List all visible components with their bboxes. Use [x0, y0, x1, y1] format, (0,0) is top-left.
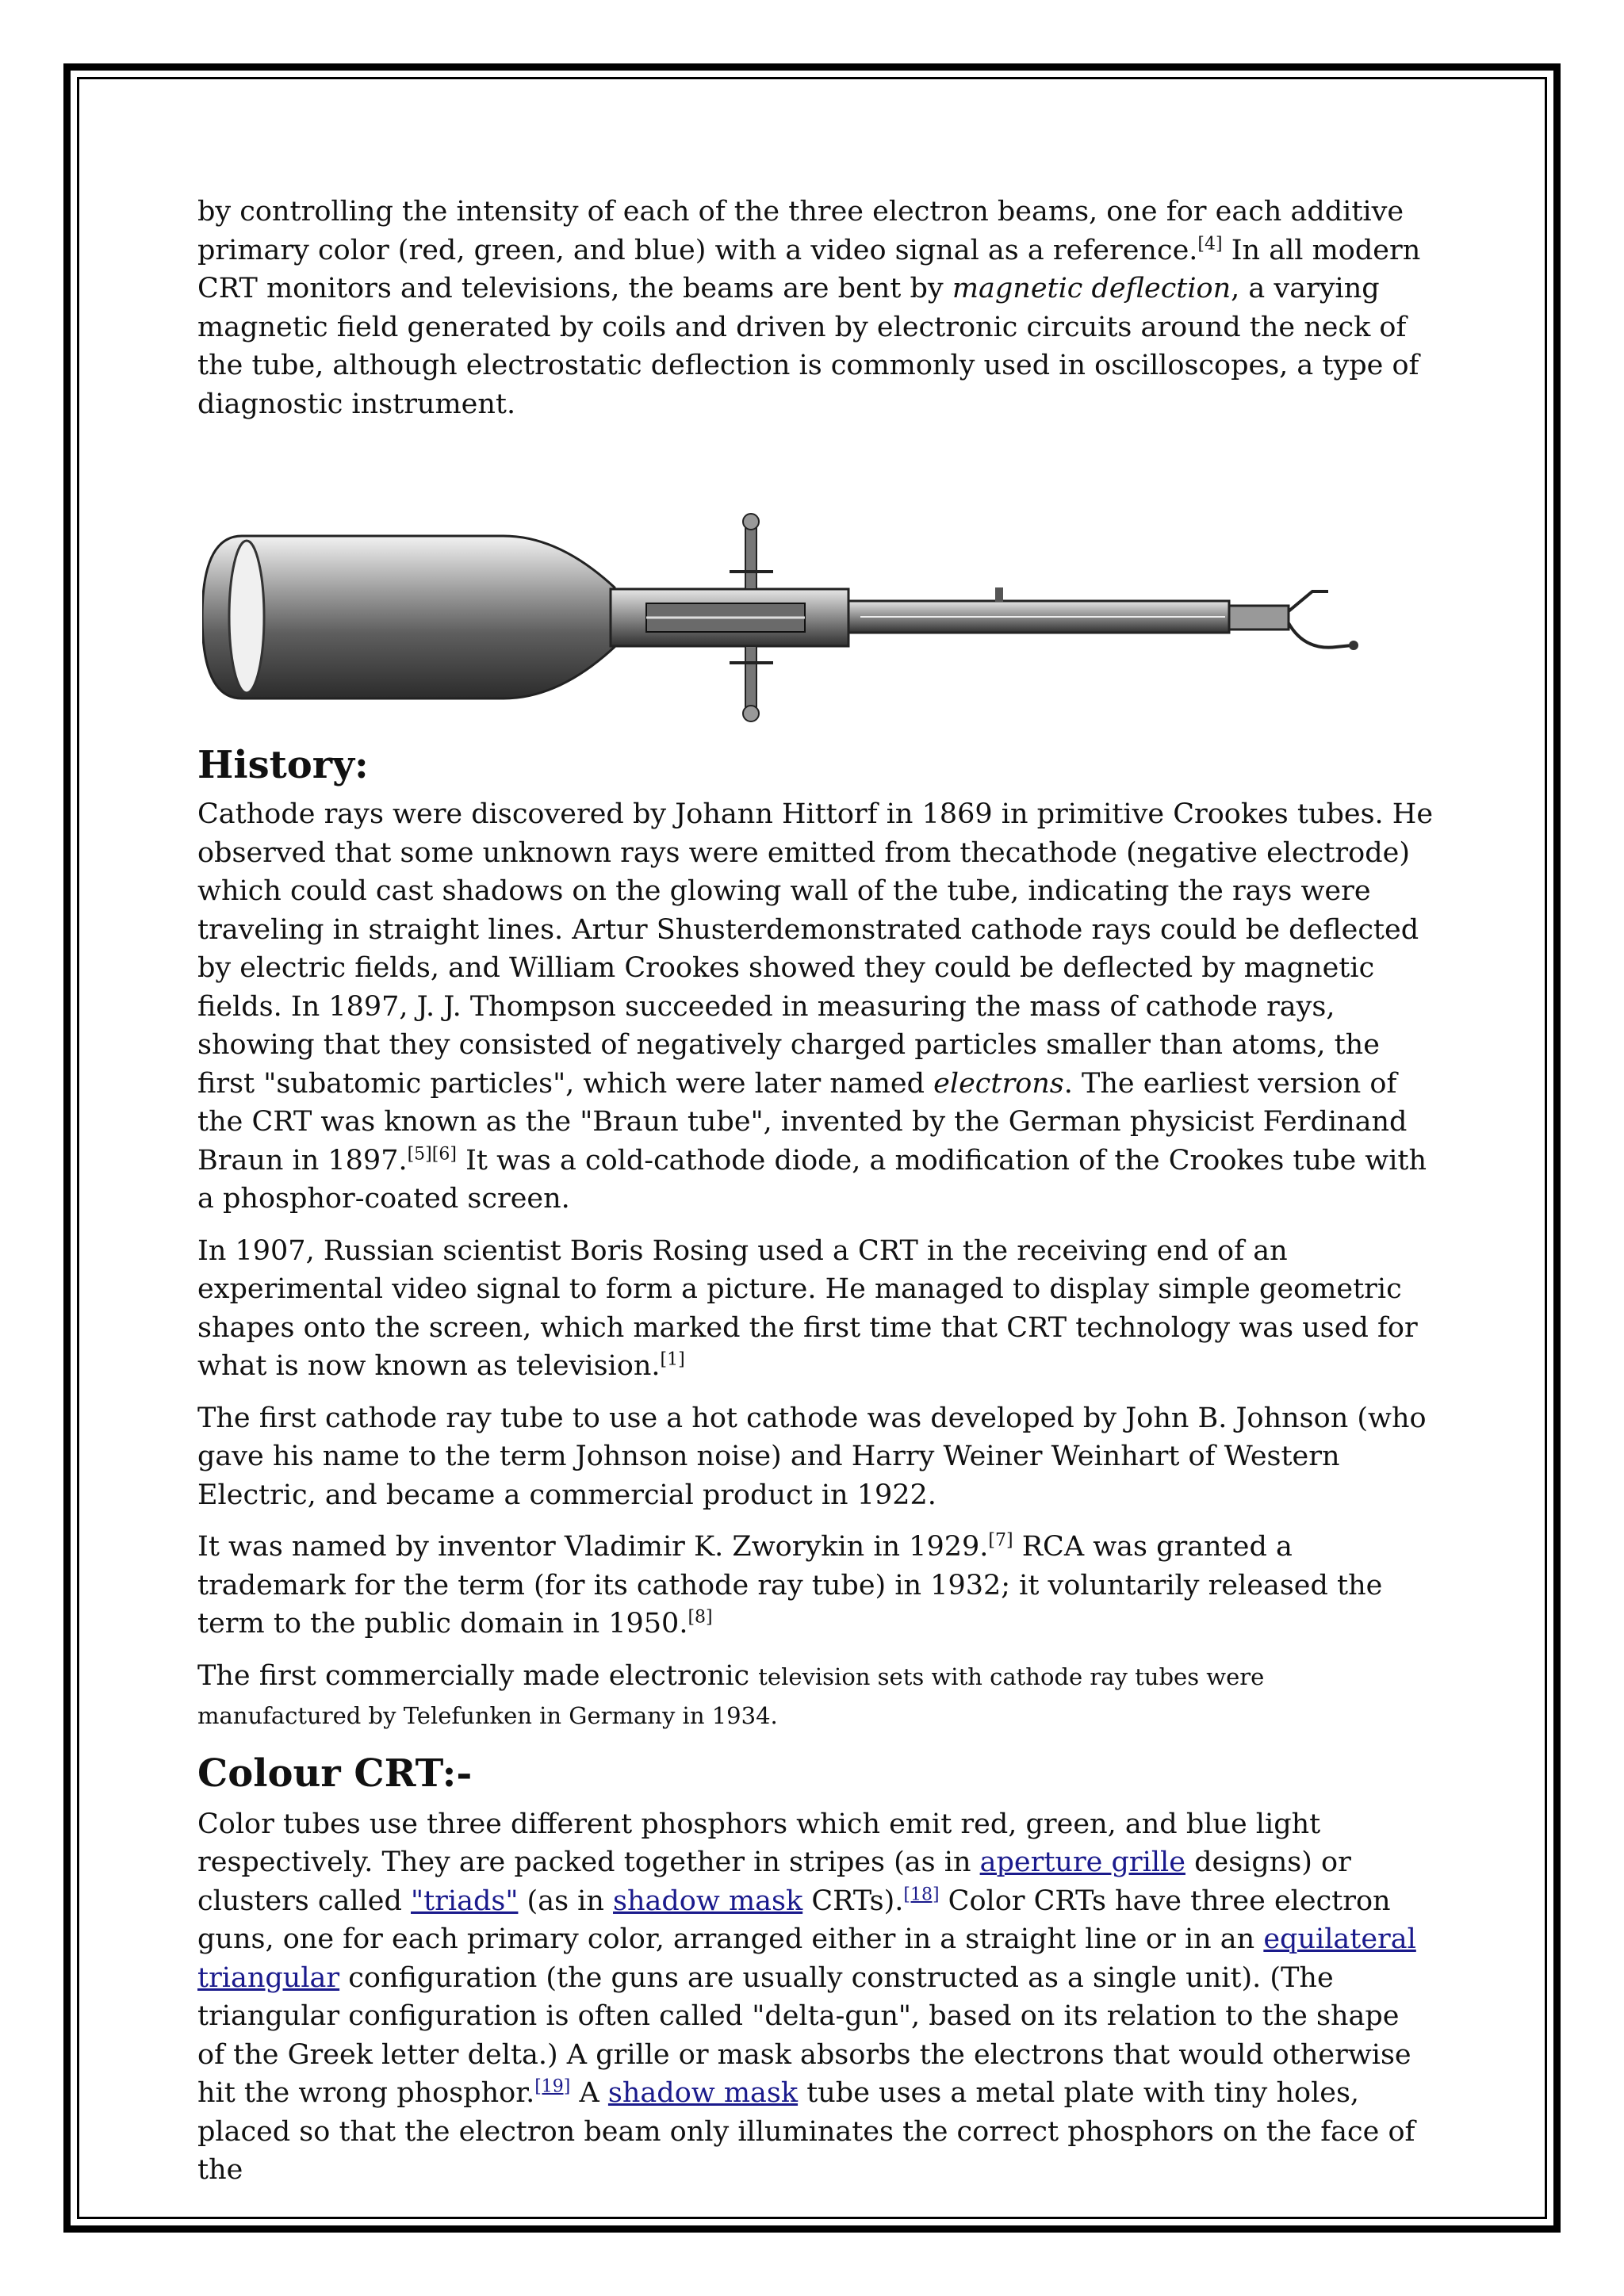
link-shadow-mask-2[interactable]: shadow mask: [607, 2077, 799, 2109]
history-paragraph-5: [197, 1657, 1434, 1735]
history-p5-text-1: The first commercially made electronic: [197, 1659, 759, 1692]
document-body: [197, 193, 1434, 2190]
colour-text-3: (as in: [518, 1885, 614, 1917]
colour-crt-heading: Colour CRT:-: [197, 1751, 473, 1796]
colour-text-7: A: [570, 2077, 608, 2109]
link-shadow-mask-1[interactable]: shadow mask: [613, 1885, 803, 1917]
colour-text-4: CRTs).: [802, 1885, 904, 1917]
ref-8: [8]: [688, 1607, 713, 1628]
link-aperture-grille[interactable]: aperture grille: [979, 1846, 1185, 1878]
ref-18-link[interactable]: [18]: [903, 1884, 940, 1904]
intro-paragraph: [197, 193, 1434, 423]
ref-6: [6]: [431, 1143, 457, 1164]
history-p4-text-2: RCA was granted a trademark for the term (for its cathode ray tube) in 1932; it voluntarily released the term to the public domain in 1950.: [197, 1531, 1383, 1640]
colour-text-6: configuration (the guns are usually constructed as a single unit). (The triangular configuration is often called "delta-gun", based on its relation to the shape of the Greek letter delta.) A grille or mask absorbs the electrons that would otherwise hit the wrong phosphor.: [197, 1961, 1411, 2109]
figure-space: [197, 423, 1434, 743]
history-p4-text-1: It was named by inventor Vladimir K. Zworykin in 1929.: [197, 1531, 989, 1563]
history-p1-text-1: Cathode rays were discovered by Johann Hittorf in 1869 in primitive Crookes tubes. He observed that some unknown rays were emitted from thecathode (negative electrode) which could cast shadows on the glowing wall of the tube, indicating the rays were traveling in straight lines. Artur Shusterdemonstrated cathode rays could be deflected by electric fields, and William Crookes showed they could be deflected by magnetic fields. In 1897, J. J. Thompson succeeded in measuring the mass of cathode rays, showing that they consisted of negatively charged particles smaller than atoms, the first "subatomic particles", which were later named: [197, 798, 1434, 1100]
ref-4: [4]: [1197, 233, 1223, 254]
ref-1: [1]: [660, 1349, 685, 1370]
history-p1-emphasis: electrons: [933, 1067, 1064, 1100]
history-paragraph-2: [197, 1232, 1434, 1386]
history-paragraph-3: The first cathode ray tube to use a hot cathode was developed by John B. Johnson (who gave his name to the term Johnson noise) and Harry Weiner Weinhart of Western Electric, and became a commercial product in 1922.: [197, 1402, 1427, 1511]
colour-text-1: Color tubes use three different phosphors which emit red, green, and blue light respectively. They are packed together in stripes (as in: [197, 1808, 1321, 1878]
ref-19-link[interactable]: [19]: [534, 2076, 571, 2097]
history-paragraph-4: [197, 1528, 1434, 1644]
intro-text-1: by controlling the intensity of each of the three electron beams, one for each additive primary color (red, green, and blue) with a video signal as a reference.: [197, 196, 1404, 266]
history-heading: History:: [197, 743, 369, 787]
link-triads[interactable]: "triads": [411, 1885, 519, 1917]
history-p1-text-2: . The earliest version of the CRT was known as the "Braun tube", invented by the German physicist Ferdinand Braun in 1897.: [197, 1067, 1408, 1177]
intro-text-3: , a varying magnetic field generated by coils and driven by electronic circuits around the neck of the tube, although electrostatic deflection is commonly used in oscilloscopes, a type of diagnostic instrument.: [197, 273, 1419, 420]
intro-emphasis: magnetic deflection: [952, 273, 1231, 304]
intro-text-2: In all modern CRT monitors and televisions, the beams are bent by: [197, 234, 1421, 304]
colour-paragraph: [197, 1805, 1434, 2190]
history-p2-text: In 1907, Russian scientist Boris Rosing used a CRT in the receiving end of an experimental video signal to form a picture. He managed to display simple geometric shapes onto the screen, which marked the first time that CRT technology was used for what is now known as television.: [197, 1234, 1418, 1382]
ref-7: [7]: [988, 1530, 1013, 1551]
colour-text-2: designs) or clusters called: [197, 1846, 1351, 1917]
history-p5-text-2: television sets with cathode ray tubes were manufactured by Telefunken in Germany in 1934.: [197, 1663, 1265, 1729]
history-p1-text-3: It was a cold-cathode diode, a modification of the Crookes tube with a phosphor-coated screen.: [197, 1144, 1427, 1215]
colour-text-5: Color CRTs have three electron guns, one for each primary color, arranged either in a straight line or in an: [197, 1885, 1391, 1955]
link-equilateral-triangular[interactable]: equilateral triangular: [197, 1923, 1416, 1994]
colour-text-8: tube uses a metal plate with tiny holes, placed so that the electron beam only illuminates the correct phosphors on the face of the: [197, 2077, 1415, 2186]
ref-5: [5]: [407, 1143, 432, 1164]
history-paragraph-1: [197, 795, 1434, 1219]
